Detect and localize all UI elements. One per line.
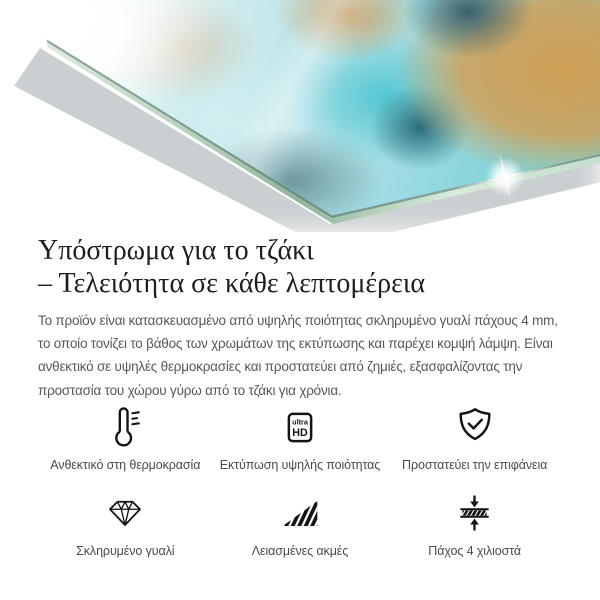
polished-edges-icon: [281, 490, 319, 536]
thermometer-icon: [107, 404, 144, 450]
feature-label: Εκτύπωση υψηλής ποιότητας: [219, 458, 381, 472]
feature-label: Λειασμένες ακμές: [251, 544, 349, 558]
svg-text:ultra: ultra: [292, 417, 308, 427]
feature-label: Πάχος 4 χιλιοστά: [428, 544, 522, 558]
feature-label: Σκληρυμένο γυαλί: [76, 544, 175, 558]
product-description: Το προϊόν είναι κατασκευασμένο από υψηλής ποιότητας σκληρυμένο γυαλί πάχους 4 mm, το οποίο τονίζει το βάθος των χρωμάτων της εκτύπωσης και παρέχει κομψή λάμψη. Είναι ανθεκτικό σε υψηλές θερμοκρασίες και προστατεύει από ζημιές, εξασφαλίζοντας την προστασία του χώρου γύρω από το τζάκι για χρόνια.: [38, 312, 558, 398]
product-photo: [0, 0, 600, 232]
feature-ultra-hd-print: [213, 404, 388, 472]
feature-heat-resistant: [38, 404, 213, 472]
feature-label: Ανθεκτικό στη θερμοκρασία: [50, 458, 201, 472]
diamond-icon: [107, 490, 143, 536]
page-title-line1: Υπόστρωμα για το τζάκι: [38, 235, 314, 266]
content-section: [0, 234, 600, 558]
page-title-line2: – Τελειότητα σε κάθε λεπτομέρεια: [38, 268, 426, 300]
feature-thickness-4mm: [387, 490, 562, 558]
shield-check-icon: [454, 404, 496, 450]
svg-text:HD: HD: [292, 426, 308, 439]
thickness-4mm-icon: [456, 490, 493, 536]
page-title: [38, 234, 562, 301]
feature-grid: [38, 404, 562, 558]
feature-label: Προστατεύει την επιφάνεια: [402, 458, 548, 472]
feature-surface-protection: [387, 404, 562, 472]
feature-tempered-glass: [38, 490, 213, 558]
ultra-hd-badge-icon: [285, 404, 315, 450]
feature-polished-edges: [213, 490, 388, 558]
